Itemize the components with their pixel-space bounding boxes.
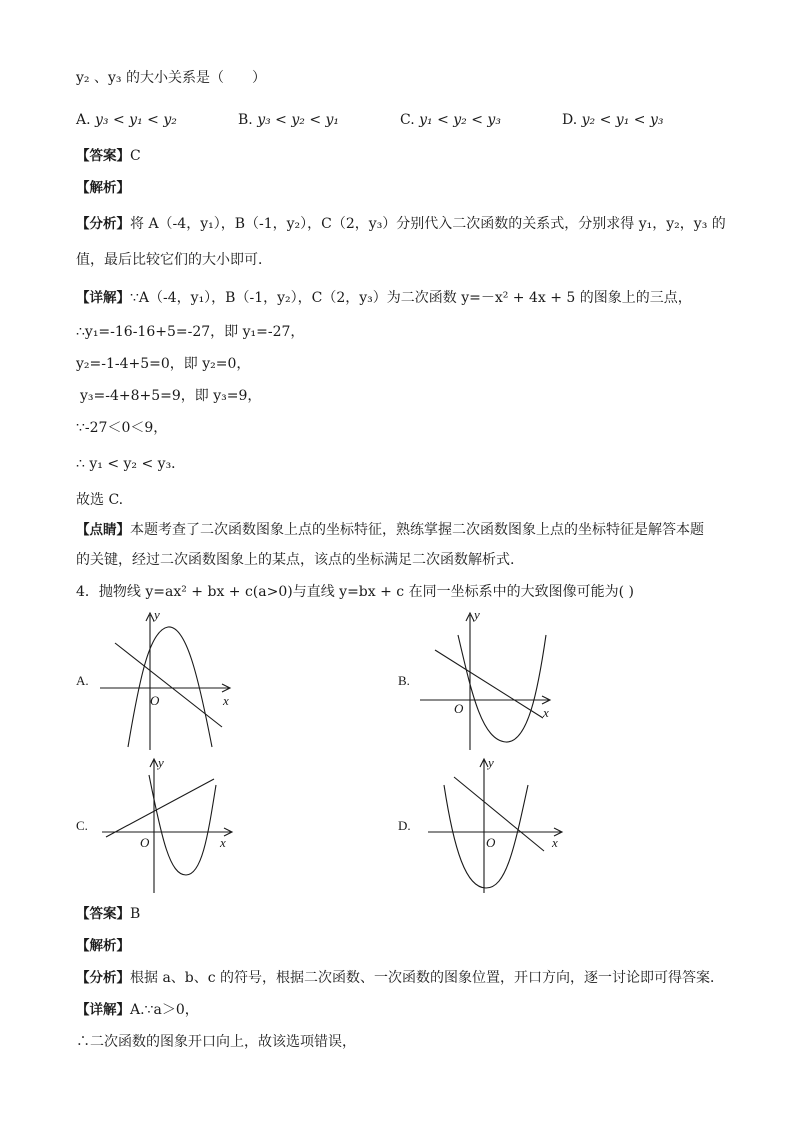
q3-analysis-heading	[76, 178, 130, 198]
dianjing-tag: 【点睛】	[76, 522, 130, 538]
q4-stem: 4．抛物线 y=ax² + bx + c(a>0)与直线 y=bx + c 在同一坐标系中的大致图像可能为( )	[76, 584, 634, 600]
option-label: D.	[562, 112, 578, 128]
analysis-tag: 【解析】	[76, 938, 130, 954]
graph-c-label[interactable]: C.	[76, 818, 88, 833]
graph-d[interactable]	[424, 755, 584, 900]
q3-fenxi-line-2: 值，最后比较它们的大小即可．	[76, 252, 272, 268]
q4-xiangjie-line	[76, 1000, 199, 1020]
answer-value: B	[130, 906, 141, 922]
xiangjie-text: ∵A（-4，y₁），B（-1，y₂），C（2，y₃）为二次函数 y=－x² + 4x + 5 的图象上的三点，	[130, 290, 692, 306]
fenxi-text: 将 A（-4，y₁），B（-1，y₂），C（2，y₃）分别代入二次函数的关系式，分别求得 y₁，y₂，y₃ 的	[130, 216, 726, 232]
x-axis-label: x	[552, 835, 558, 850]
option-label: A.	[76, 112, 91, 128]
origin-label: O	[150, 693, 160, 708]
q4-fenxi-line	[76, 968, 724, 988]
graph-b-label[interactable]: B.	[398, 673, 410, 688]
graph-d-label[interactable]: D.	[398, 818, 411, 833]
line	[454, 777, 544, 851]
answer-tag: 【答案】	[76, 148, 130, 164]
q3-choose: 故选 C.	[76, 492, 124, 508]
xiangjie-tag: 【详解】	[76, 1002, 130, 1018]
x-axis-label: x	[220, 835, 226, 850]
origin-label: O	[486, 835, 496, 850]
graph-c[interactable]	[94, 755, 254, 900]
line	[435, 650, 543, 718]
q3-answer	[76, 146, 141, 166]
parabola	[458, 635, 546, 742]
option-label: C.	[400, 112, 415, 128]
answer-tag: 【答案】	[76, 906, 130, 922]
q3-dianjing-line-1	[76, 520, 704, 540]
q3-option-d[interactable]	[562, 110, 663, 130]
analysis-tag: 【解析】	[76, 180, 130, 196]
q3-option-a[interactable]	[76, 110, 177, 130]
q3-option-c[interactable]	[400, 110, 501, 130]
y-axis-label: y	[474, 607, 480, 622]
fenxi-text: 根据 a、b、c 的符号，根据二次函数、一次函数的图象位置，开口方向，逐一讨论即可得答案．	[130, 970, 725, 986]
origin-label: O	[140, 835, 150, 850]
x-axis-label: x	[543, 705, 549, 720]
option-text: y₃ < y₁ < y₂	[95, 112, 177, 128]
q4-step-1: ∴二次函数的图象开口向上，故该选项错误，	[76, 1034, 356, 1050]
line	[115, 643, 222, 727]
q3-xiangjie-line	[76, 288, 692, 308]
q4-answer	[76, 904, 140, 924]
q3-step-3: y₃=-4+8+5=9，即 y₃=9，	[80, 388, 262, 404]
graph-a-label[interactable]: A.	[76, 673, 89, 688]
fenxi-tag: 【分析】	[76, 970, 130, 986]
x-axis-label: x	[223, 693, 229, 708]
option-label: B.	[238, 112, 253, 128]
q3-stem: y₂ 、y₃ 的大小关系是（ ）	[76, 70, 266, 86]
graph-a[interactable]	[90, 605, 250, 755]
y-axis-label: y	[154, 607, 160, 622]
xiangjie-tag: 【详解】	[76, 290, 130, 306]
option-text: y₂ < y₁ < y₃	[581, 112, 664, 128]
q3-step-1: ∴y₁=-16-16+5=-27，即 y₁=-27，	[76, 324, 305, 340]
origin-label: O	[454, 701, 464, 716]
dianjing-text: 本题考查了二次函数图象上点的坐标特征，熟练掌握二次函数图象上点的坐标特征是解答本题	[130, 522, 704, 538]
parabola	[149, 775, 216, 875]
option-text: y₁ < y₂ < y₃	[419, 112, 501, 128]
q3-option-b[interactable]	[238, 110, 339, 130]
option-text: y₃ < y₂ < y₁	[257, 112, 340, 128]
graph-b[interactable]	[410, 605, 570, 755]
y-axis-label: y	[158, 755, 164, 770]
q3-step-4: ∵-27＜0＜9，	[76, 420, 168, 436]
y-axis-label: y	[488, 755, 494, 770]
q3-dianjing-line-2: 的关键，经过二次函数图象上的某点，该点的坐标满足二次函数解析式.	[76, 552, 515, 568]
parabola	[128, 627, 212, 747]
xiangjie-text: A.∵a＞0，	[130, 1002, 199, 1018]
q3-step-2: y₂=-1-4+5=0，即 y₂=0，	[76, 356, 251, 372]
q3-step-5: ∴ y₁ < y₂ < y₃．	[76, 456, 186, 472]
fenxi-tag: 【分析】	[76, 216, 130, 232]
q4-analysis-heading	[76, 936, 130, 956]
answer-value: C	[130, 148, 141, 164]
q3-fenxi-line-1	[76, 214, 726, 234]
